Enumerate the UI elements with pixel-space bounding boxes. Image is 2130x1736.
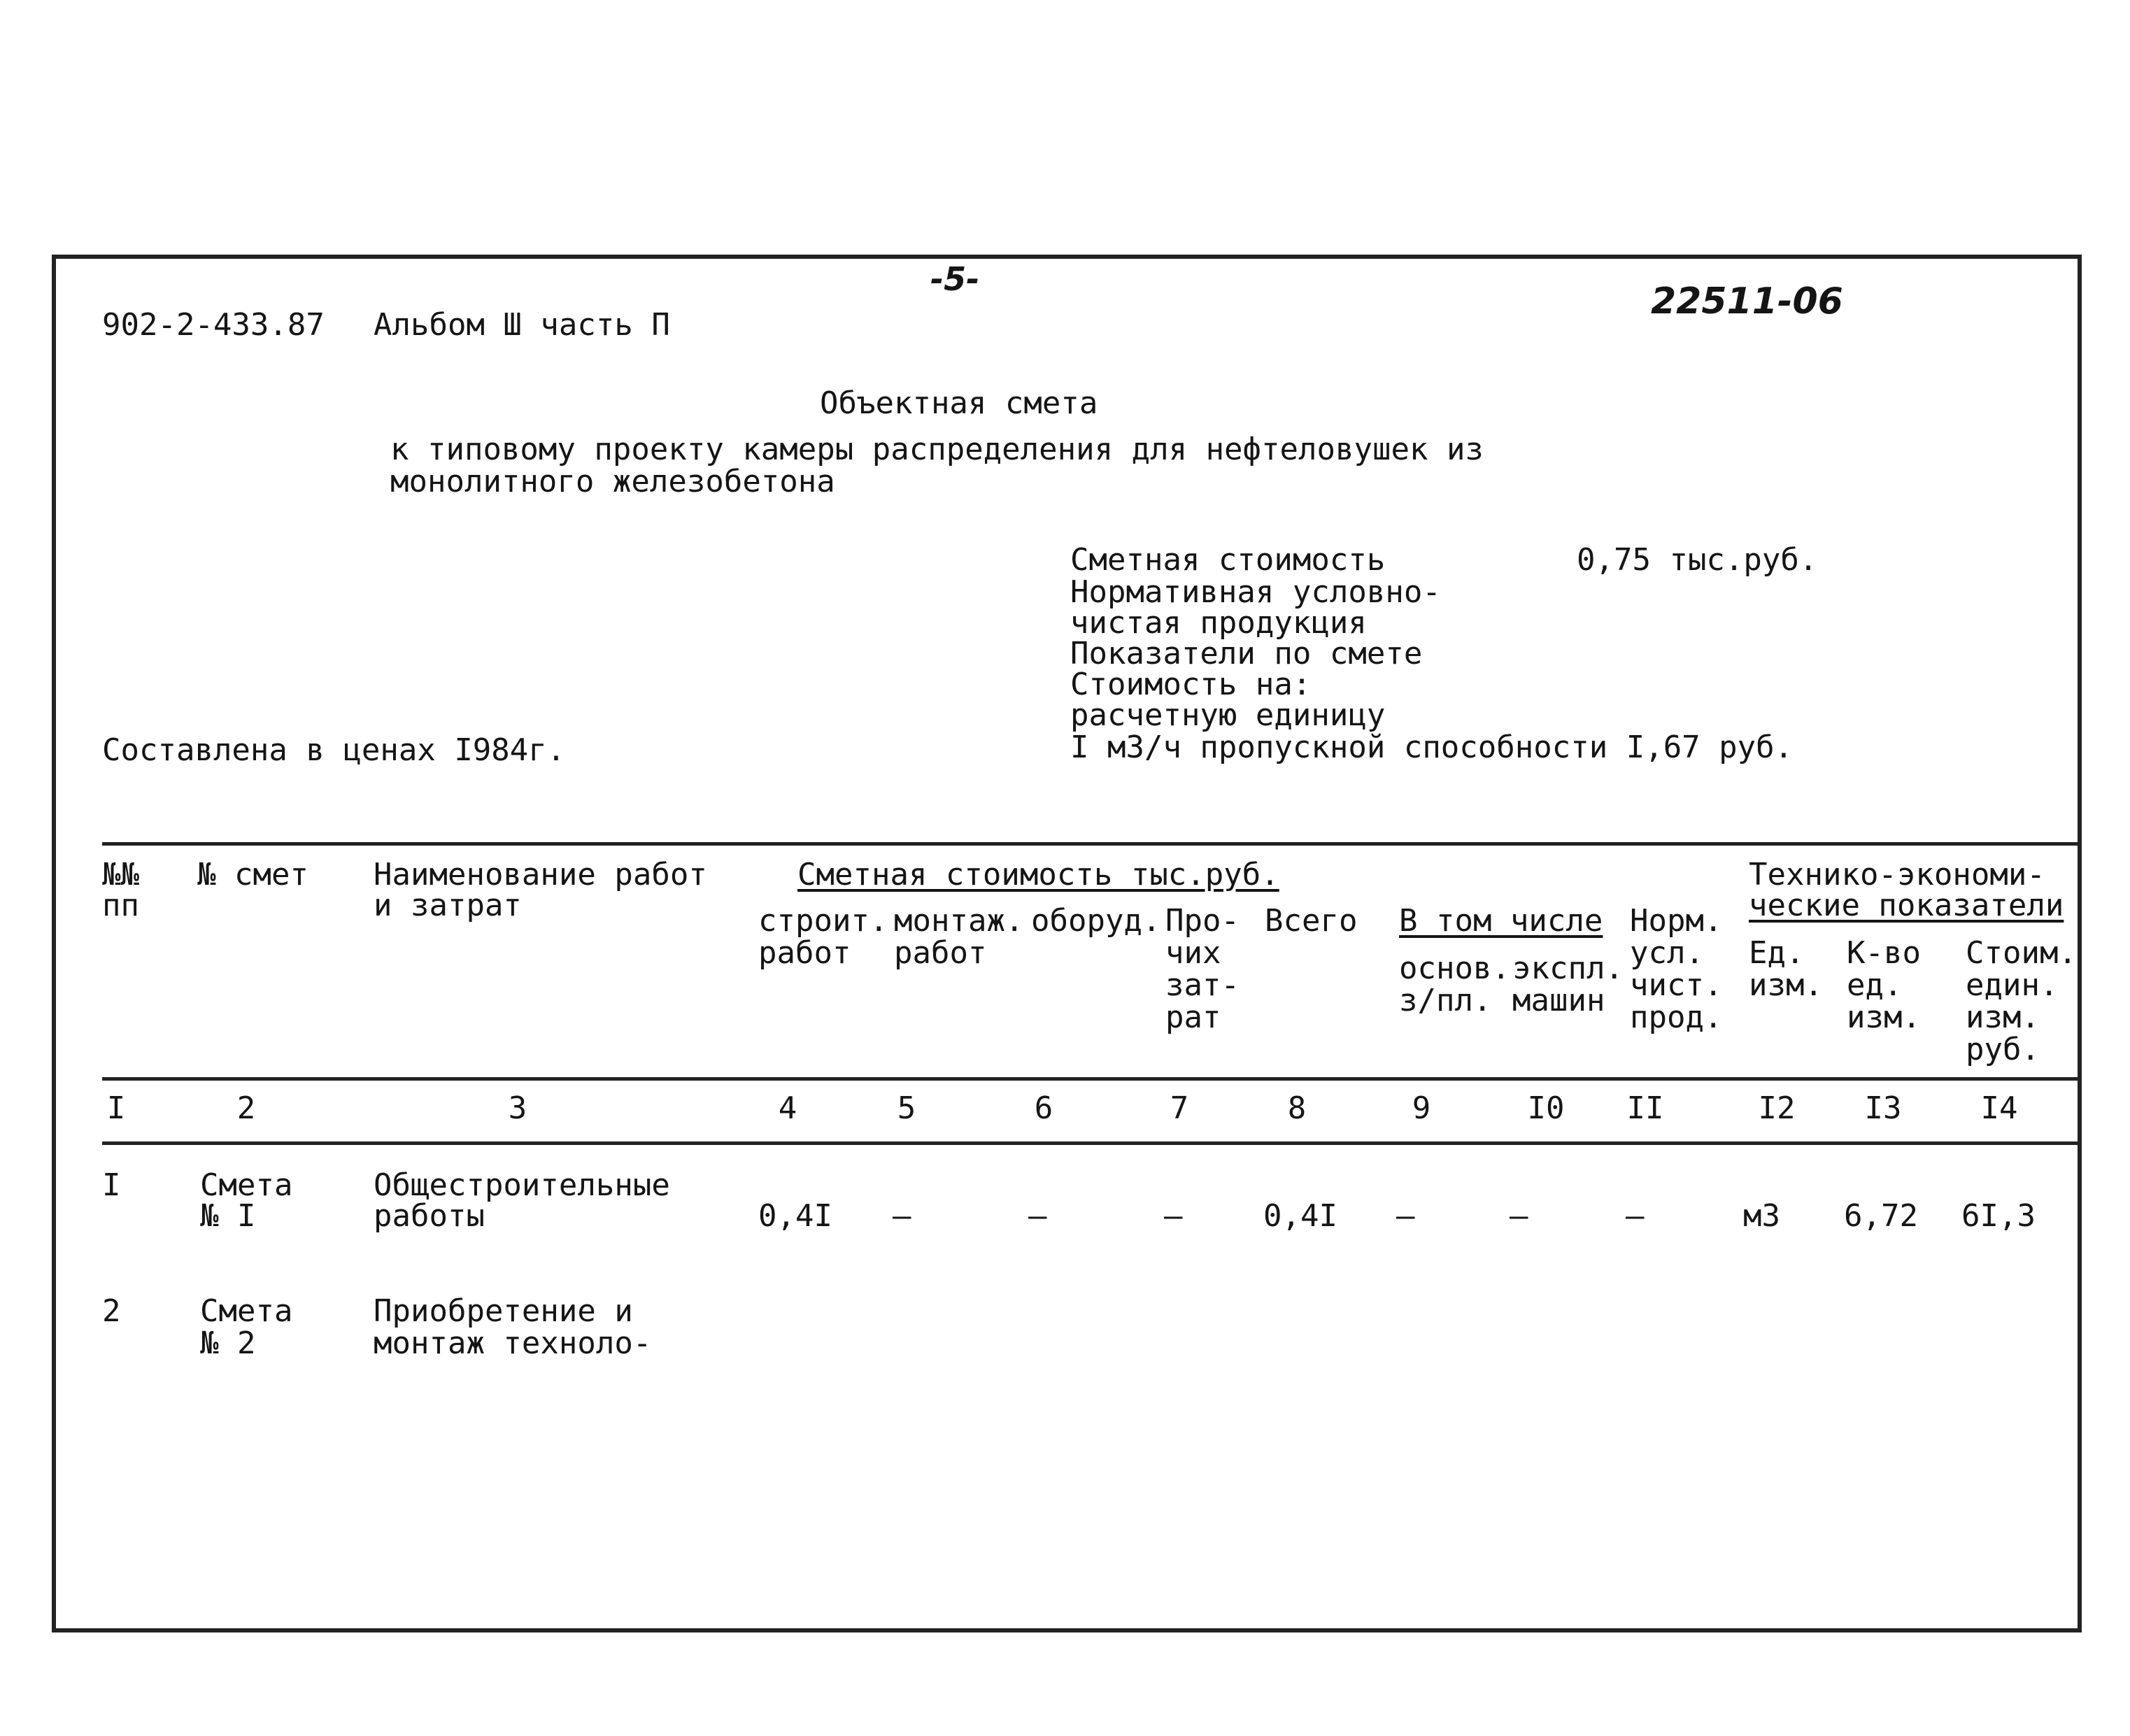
header-c5-a: монтаж. [894,903,1024,939]
column-number: 6 [1034,1090,1053,1126]
row1-oborud: – [1028,1198,1047,1234]
column-number: 7 [1170,1090,1189,1126]
header-group-tech-a: Технико-экономи- [1749,857,2045,892]
page-mark: -5- [930,260,980,298]
header-num-b: пп [102,888,139,923]
column-number: 2 [236,1090,256,1126]
prices-note: Составлена в ценах I984г. [102,732,566,768]
row1-norm: – [1626,1198,1645,1234]
header-c12-b: изм. [1749,967,1823,1003]
column-number: I [106,1090,126,1126]
header-c9-a: основ. [1399,951,1510,986]
header-name-b: и затрат [374,888,522,923]
table-top-rule [102,842,2082,846]
column-number: 9 [1412,1090,1431,1126]
cost-on-label: Стоимость на: [1070,667,1312,702]
header-c6: оборуд. [1031,903,1161,939]
header-c13-b: ед. [1847,967,1903,1003]
header-num-a: №№ [102,857,139,892]
row1-stoim: 6I,3 [1961,1198,2036,1234]
row1-ed: м3 [1743,1198,1780,1234]
row1-name-a: Общестроительные [374,1167,670,1203]
column-number: 4 [778,1090,797,1126]
row1-name-b: работы [374,1198,485,1234]
row1-kvo: 6,72 [1844,1198,1918,1234]
header-smeta: № смет [197,857,308,892]
column-number: I0 [1527,1090,1565,1126]
row2-num: 2 [102,1293,121,1329]
title-line-1: к типовому проекту камеры распределения для нефтеловушек из [390,432,1484,467]
header-c14-a: Стоим. [1966,935,2077,971]
cost-label: Сметная стоимость [1070,542,1386,578]
row2-smeta-a: Смета [200,1293,293,1329]
header-c4-b: работ [758,935,851,971]
column-number: II [1626,1090,1664,1126]
header-c7-c: зат- [1165,967,1240,1003]
column-number: 5 [897,1090,916,1126]
header-group-cost: Сметная стоимость тыс.руб. [797,857,1279,892]
column-numbers-rule [102,1141,2082,1145]
row1-smeta-b: № I [200,1198,256,1234]
row1-montazh: – [893,1198,911,1234]
header-c4-a: строит. [758,903,888,939]
column-number: I2 [1758,1090,1796,1126]
page-title: Объектная смета [820,385,1098,421]
doc-code: 902-2-433.87 [102,307,325,343]
header-c9-b: з/пл. [1399,983,1492,1018]
header-c12-a: Ед. [1749,935,1805,971]
row2-name-b: монтаж техноло- [374,1325,652,1361]
header-c13-a: К-во [1847,935,1921,971]
header-c13-c: изм. [1847,999,1921,1035]
header-c14-b: един. [1966,967,2059,1003]
header-c11-d: прод. [1630,999,1723,1035]
row1-ekspl: – [1510,1198,1528,1234]
row1-num: I [102,1167,121,1203]
norm-line-1: Нормативная условно- [1070,574,1441,610]
header-group-tech-b: ческие показатели [1749,888,2064,923]
indicators-label: Показатели по смете [1070,636,1423,671]
capacity-line: I м3/ч пропускной способности I,67 руб. [1070,730,1794,765]
album-label: Альбом Ш часть П [374,307,670,343]
unit-line: расчетную единицу [1070,697,1386,733]
row1-stroit: 0,4I [758,1198,832,1234]
column-number: 3 [508,1090,527,1126]
handwritten-number: 22511-06 [1651,280,1843,322]
row2-smeta-b: № 2 [200,1325,256,1361]
header-c11-a: Норм. [1630,903,1723,939]
header-c11-c: чист. [1630,967,1723,1003]
column-number: 8 [1287,1090,1307,1126]
header-bottom-rule [102,1077,2082,1081]
row1-vsego: 0,4I [1263,1198,1337,1234]
cost-value: 0,75 тыс.руб. [1577,542,1818,578]
header-c10-b: машин [1512,983,1605,1018]
title-line-2: монолитного железобетона [390,464,835,499]
row1-smeta-a: Смета [200,1167,293,1203]
header-c5-b: работ [894,935,987,971]
header-c8: Всего [1265,903,1358,939]
header-c11-b: усл. [1630,935,1704,971]
header-c7-a: Про- [1165,903,1240,939]
header-group-incl: В том числе [1399,903,1603,939]
norm-line-2: чистая продукция [1070,605,1367,641]
header-c10-a: экспл. [1512,951,1624,986]
row1-prochie: – [1164,1198,1183,1234]
column-number: I4 [1980,1090,2018,1126]
header-c7-d: рат [1165,999,1221,1035]
row2-name-a: Приобретение и [374,1293,633,1329]
header-c14-c: изм. [1966,999,2040,1035]
header-c14-d: руб. [1966,1032,2040,1067]
column-number: I3 [1864,1090,1902,1126]
header-c7-b: чих [1165,935,1221,971]
header-name-a: Наименование работ [374,857,707,892]
row1-osnov: – [1396,1198,1415,1234]
